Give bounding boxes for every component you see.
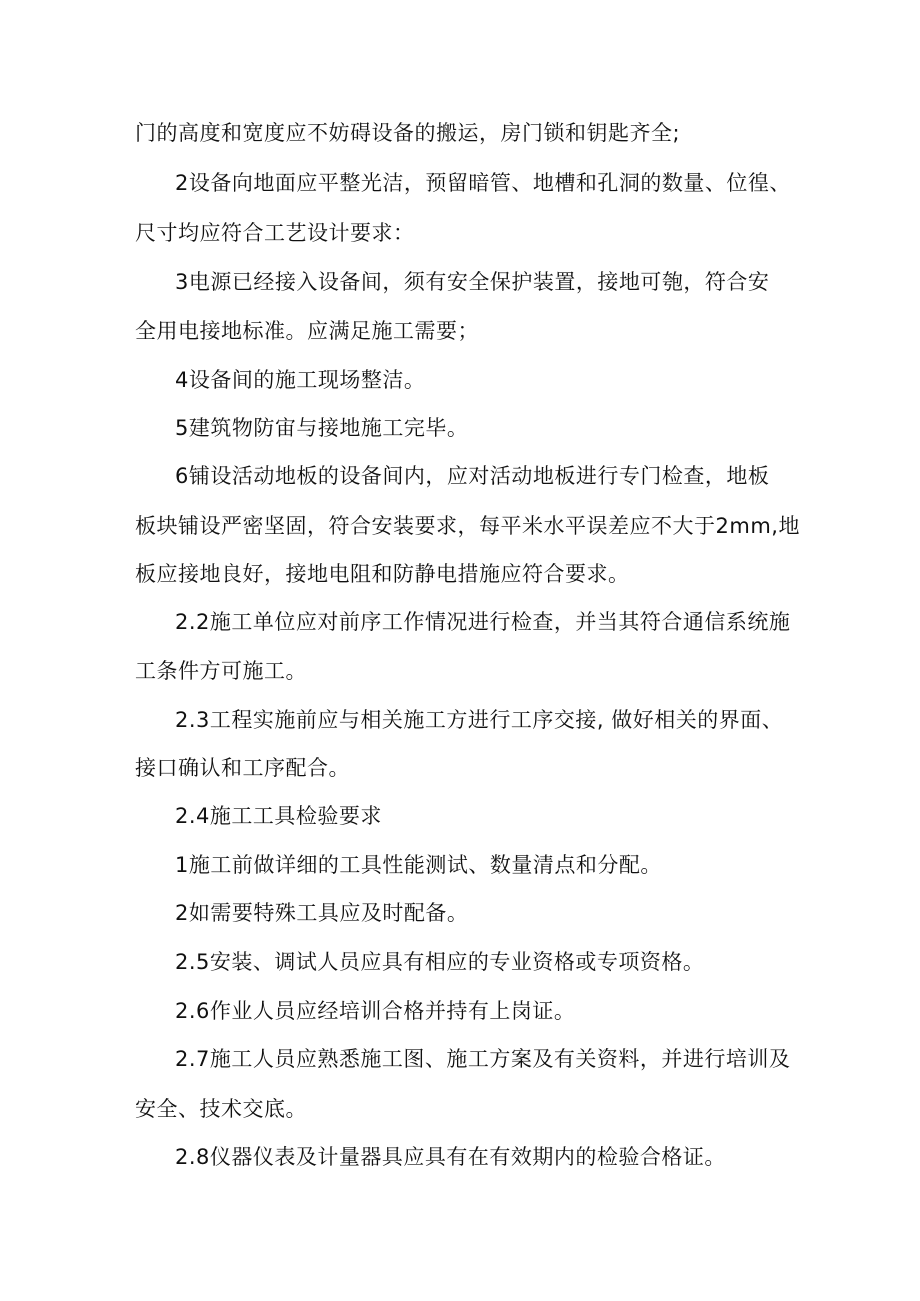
text-line: 2.4施工工具检验要求 [175, 804, 382, 828]
text-line: 工条件方可施工。 [135, 659, 307, 683]
text-line: 1施工前做详细的工具性能测试、数量清点和分配。 [175, 853, 662, 877]
text-line: 尺寸均应符合工艺设计要求： [135, 221, 415, 245]
text-line: 2设备向地面应平整光洁，预留暗管、地槽和孔洞的数量、位徨、 [175, 171, 791, 195]
text-line: 板应接地良好，接地电阻和防静电措施应符合要求。 [135, 562, 630, 586]
text-line: 4设备间的施工现场整洁。 [175, 368, 426, 392]
text-line: 接口确认和工序配合。 [135, 756, 350, 780]
text-line: 6铺设活动地板的设备间内，应对活动地板进行专门检查，地板 [175, 464, 770, 488]
text-line: 2.2施工单位应对前序工作情况进行检查，并当其符合通信系统施 [175, 610, 791, 634]
text-line: 2.7施工人员应熟悉施工图、施工方案及有关资料，并进行培训及 [175, 1047, 791, 1071]
text-line: 2.6作业人员应经培训合格并持有上岗证。 [175, 999, 576, 1023]
text-line: 全用电接地标准。应满足施工需要； [135, 319, 479, 343]
text-line: 2.8仪器仪表及计量器具应具有在有效期内的检验合格证。 [175, 1145, 726, 1169]
text-line: 2如需要特殊工具应及时配备。 [175, 901, 469, 925]
text-line: 安全、技术交底。 [135, 1097, 307, 1121]
text-line: 3电源已经接入设备间，须有安全保护装置，接地可匏，符合安 [175, 270, 770, 294]
text-line: 门的高度和宽度应不妨碍设备的搬运，房门锁和钥匙齐全; [135, 121, 681, 145]
text-line: 5建筑物防宙与接地施工完毕。 [175, 416, 469, 440]
text-line: 板块铺设严密坚固，符合安装要求，每平米水平误差应不大于2mm,地 [135, 514, 800, 538]
text-line: 2.5安装、调试人员应具有相应的专业资格或专项资格。 [175, 950, 705, 974]
text-line: 2.3工程实施前应与相关施工方进行工序交接, 做好相关的界面、 [175, 708, 784, 732]
